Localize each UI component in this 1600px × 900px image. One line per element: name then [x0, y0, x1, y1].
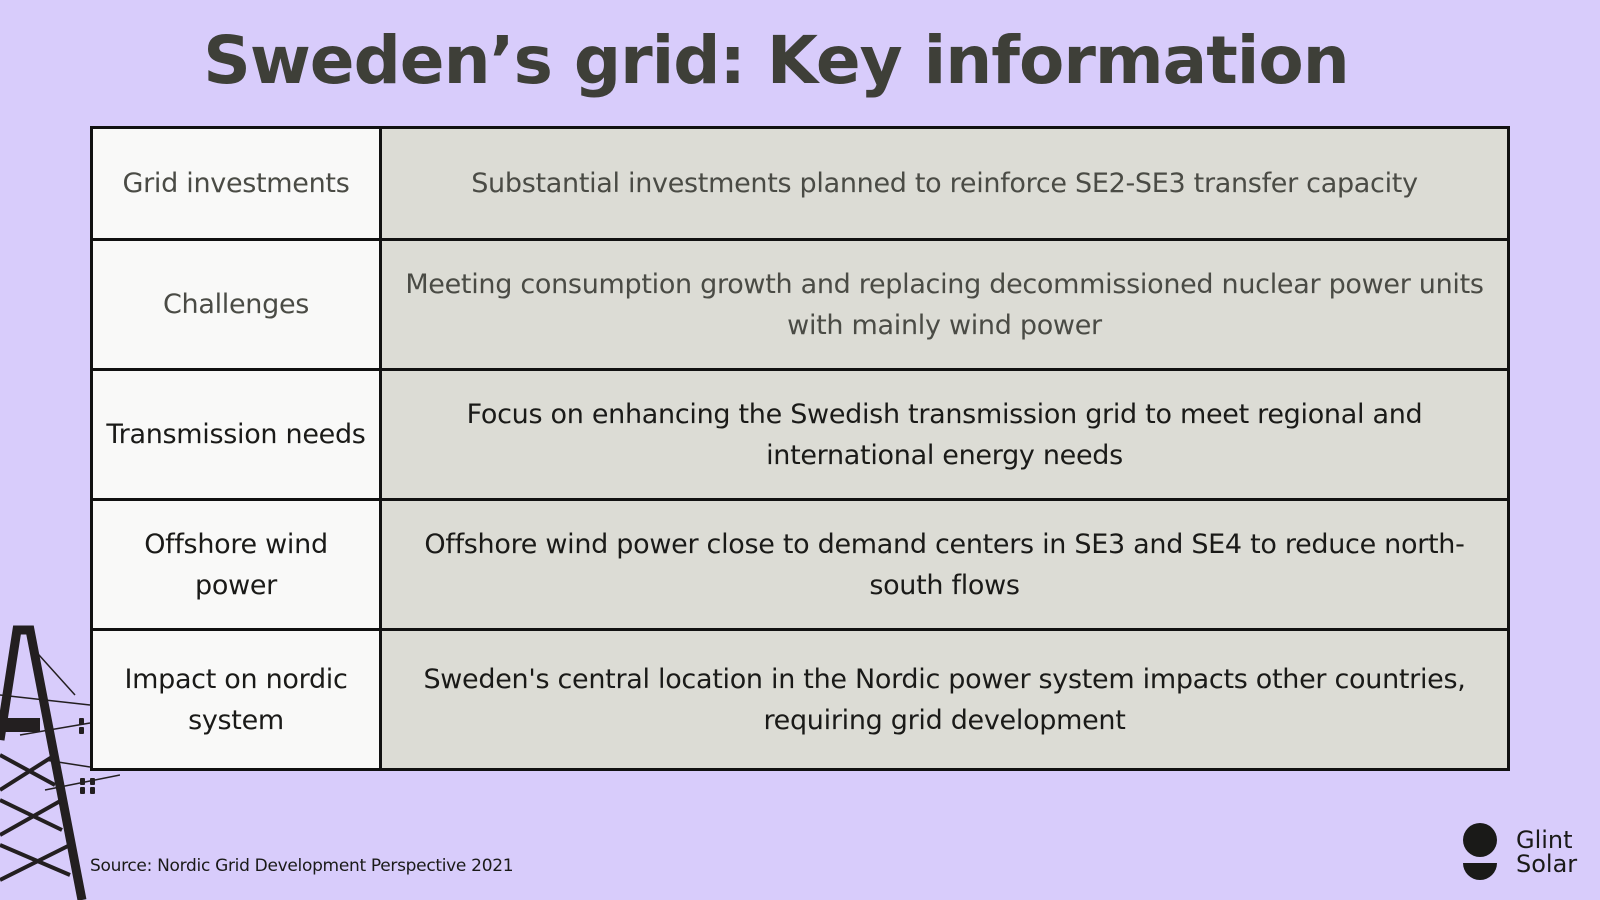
row-value: Focus on enhancing the Swedish transmission grid to meet regional and international energy needs	[381, 370, 1509, 500]
brand-name	[1516, 828, 1577, 876]
row-label: Impact on nordic system	[92, 630, 381, 770]
brand-line-2: Solar	[1516, 850, 1578, 878]
source-note: Source: Nordic Grid Development Perspective 2021	[90, 856, 514, 876]
row-value: Sweden's central location in the Nordic power system impacts other countries, requiring grid development	[381, 630, 1509, 770]
brand-line-1: Glint	[1516, 826, 1573, 854]
page-title: Sweden’s grid: Key information	[203, 22, 1349, 99]
row-label: Grid investments	[92, 128, 381, 240]
row-value: Substantial investments planned to reinforce SE2-SE3 transfer capacity	[381, 128, 1509, 240]
key-info-table	[90, 126, 1510, 771]
table-row	[92, 128, 1509, 240]
table-row	[92, 630, 1509, 770]
row-value: Meeting consumption growth and replacing decommissioned nuclear power units with mainly wind power	[381, 240, 1509, 370]
glint-solar-logo-icon	[1462, 823, 1502, 883]
row-label: Transmission needs	[92, 370, 381, 500]
row-value: Offshore wind power close to demand centers in SE3 and SE4 to reduce north-south flows	[381, 500, 1509, 630]
table-row	[92, 500, 1509, 630]
table-row	[92, 370, 1509, 500]
row-label: Challenges	[92, 240, 381, 370]
row-label: Offshore wind power	[92, 500, 381, 630]
table-row	[92, 240, 1509, 370]
